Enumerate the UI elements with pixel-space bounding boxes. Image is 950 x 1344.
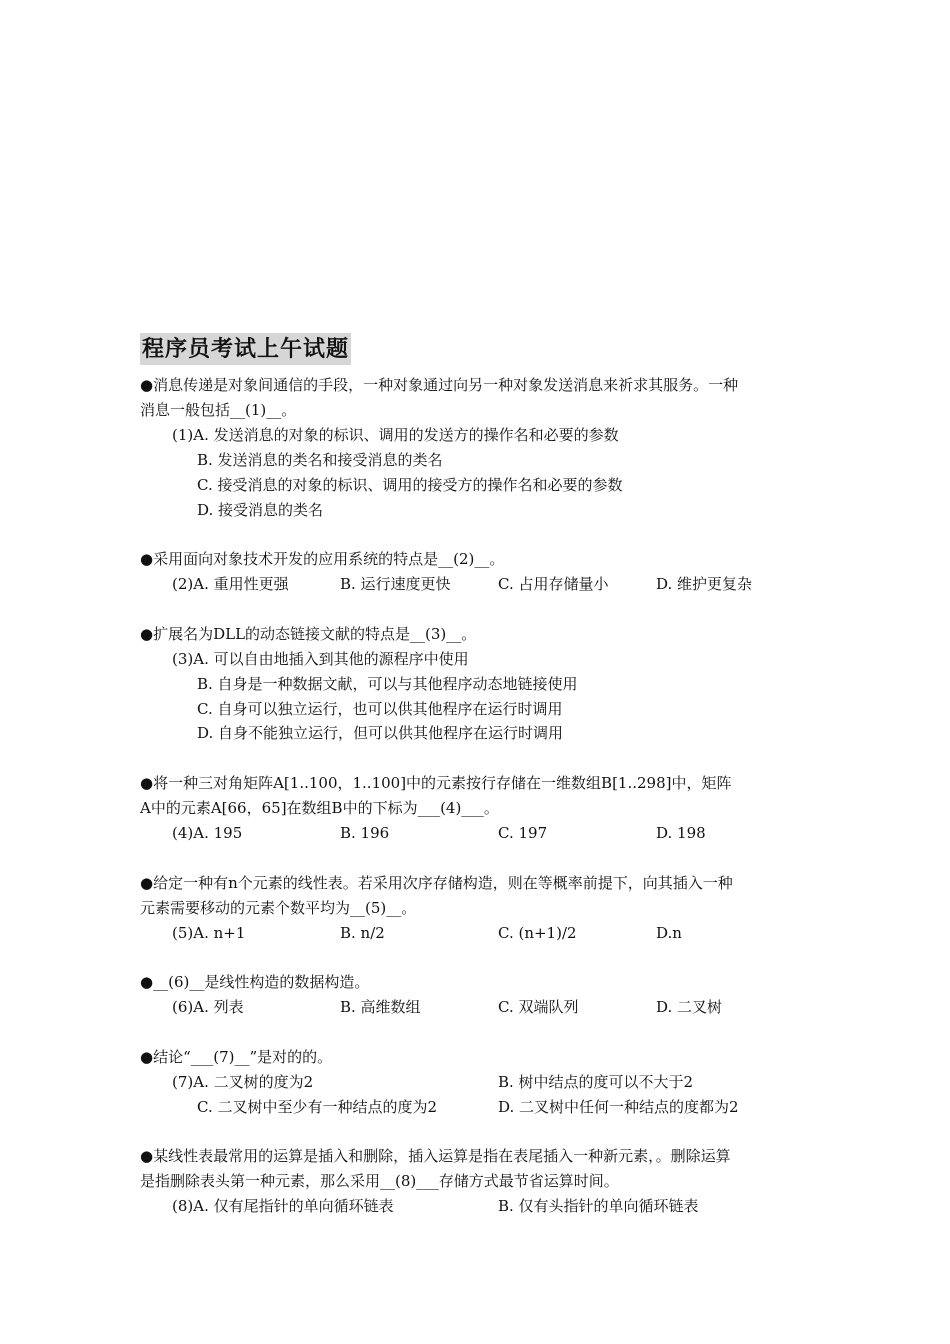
option-d: D. 二叉树: [656, 998, 723, 1016]
option-b: B. 发送消息的类名和接受消息的类名: [197, 451, 443, 469]
option-a: (3)A. 可以自由地插入到其他的源程序中使用: [172, 650, 469, 668]
option-d: D. 198: [656, 824, 706, 842]
option-c: C. 自身可以独立运行，也可以供其他程序在运行时调用: [197, 700, 563, 718]
question-stem: 是指删除表头第一种元素，那么采用__(8)___存储方式最节省运算时间。: [140, 1172, 619, 1190]
question-stem: ●__(6)__是线性构造的数据构造。: [140, 973, 370, 991]
question-stem: 消息一般包括__(1)__。: [140, 401, 297, 419]
option-c: C. 接受消息的对象的标识、调用的接受方的操作名和必要的参数: [197, 476, 623, 494]
option-d: D.n: [656, 924, 682, 942]
option-c: C. 二叉树中至少有一种结点的度为2: [197, 1098, 438, 1116]
question-stem: ●扩展名为DLL的动态链接文献的特点是__(3)__。: [140, 625, 477, 643]
option-a: (8)A. 仅有尾指针的单向循环链表: [172, 1197, 394, 1215]
option-c: C. 占用存储量小: [498, 575, 609, 593]
question-stem: ●某线性表最常用的运算是插入和删除，插入运算是指在表尾插入一种新元素，。删除运算: [140, 1147, 731, 1165]
option-a: (6)A. 列表: [172, 998, 244, 1016]
question-stem: 元素需要移动的元素个数平均为__(5)__。: [140, 899, 417, 917]
option-d: D. 维护更复杂: [656, 575, 753, 593]
option-b: B. 树中结点的度可以不大于2: [498, 1073, 694, 1091]
option-a: (2)A. 重用性更强: [172, 575, 289, 593]
option-c: C. (n+1)/2: [498, 924, 577, 942]
option-b: B. 196: [340, 824, 390, 842]
option-c: C. 双端队列: [498, 998, 579, 1016]
option-a: (5)A. n+1: [172, 924, 246, 942]
option-b: B. 运行速度更快: [340, 575, 451, 593]
question-stem: ●结论“___(7)__”是对的的。: [140, 1048, 333, 1066]
question-stem: ●采用面向对象技术开发的应用系统的特点是__(2)__。: [140, 550, 505, 568]
question-stem: A中的元素A[66，65]在数组B中的下标为___(4)___。: [140, 799, 499, 817]
option-d: D. 接受消息的类名: [197, 501, 324, 519]
option-b: B. 仅有头指针的单向循环链表: [498, 1197, 699, 1215]
question-stem: ●将一种三对角矩阵A[1..100，1..100]中的元素按行存储在一维数组B[1..298]中，矩阵: [140, 774, 732, 792]
option-a: (4)A. 195: [172, 824, 243, 842]
option-d: D. 自身不能独立运行，但可以供其他程序在运行时调用: [197, 724, 564, 742]
page-title: 程序员考试上午试题: [140, 333, 351, 365]
option-a: (7)A. 二叉树的度为2: [172, 1073, 314, 1091]
option-d: D. 二叉树中任何一种结点的度都为2: [498, 1098, 739, 1116]
question-stem: ●消息传递是对象间通信的手段，一种对象通过向另一种对象发送消息来祈求其服务。一种: [140, 376, 739, 394]
option-b: B. 自身是一种数据文献，可以与其他程序动态地链接使用: [197, 675, 578, 693]
question-stem: ●给定一种有n个元素的线性表。若采用次序存储构造，则在等概率前提下，向其插入一种: [140, 874, 733, 892]
option-a: (1)A. 发送消息的对象的标识、调用的发送方的操作名和必要的参数: [172, 426, 619, 444]
option-c: C. 197: [498, 824, 548, 842]
option-b: B. n/2: [340, 924, 385, 942]
option-b: B. 高维数组: [340, 998, 421, 1016]
